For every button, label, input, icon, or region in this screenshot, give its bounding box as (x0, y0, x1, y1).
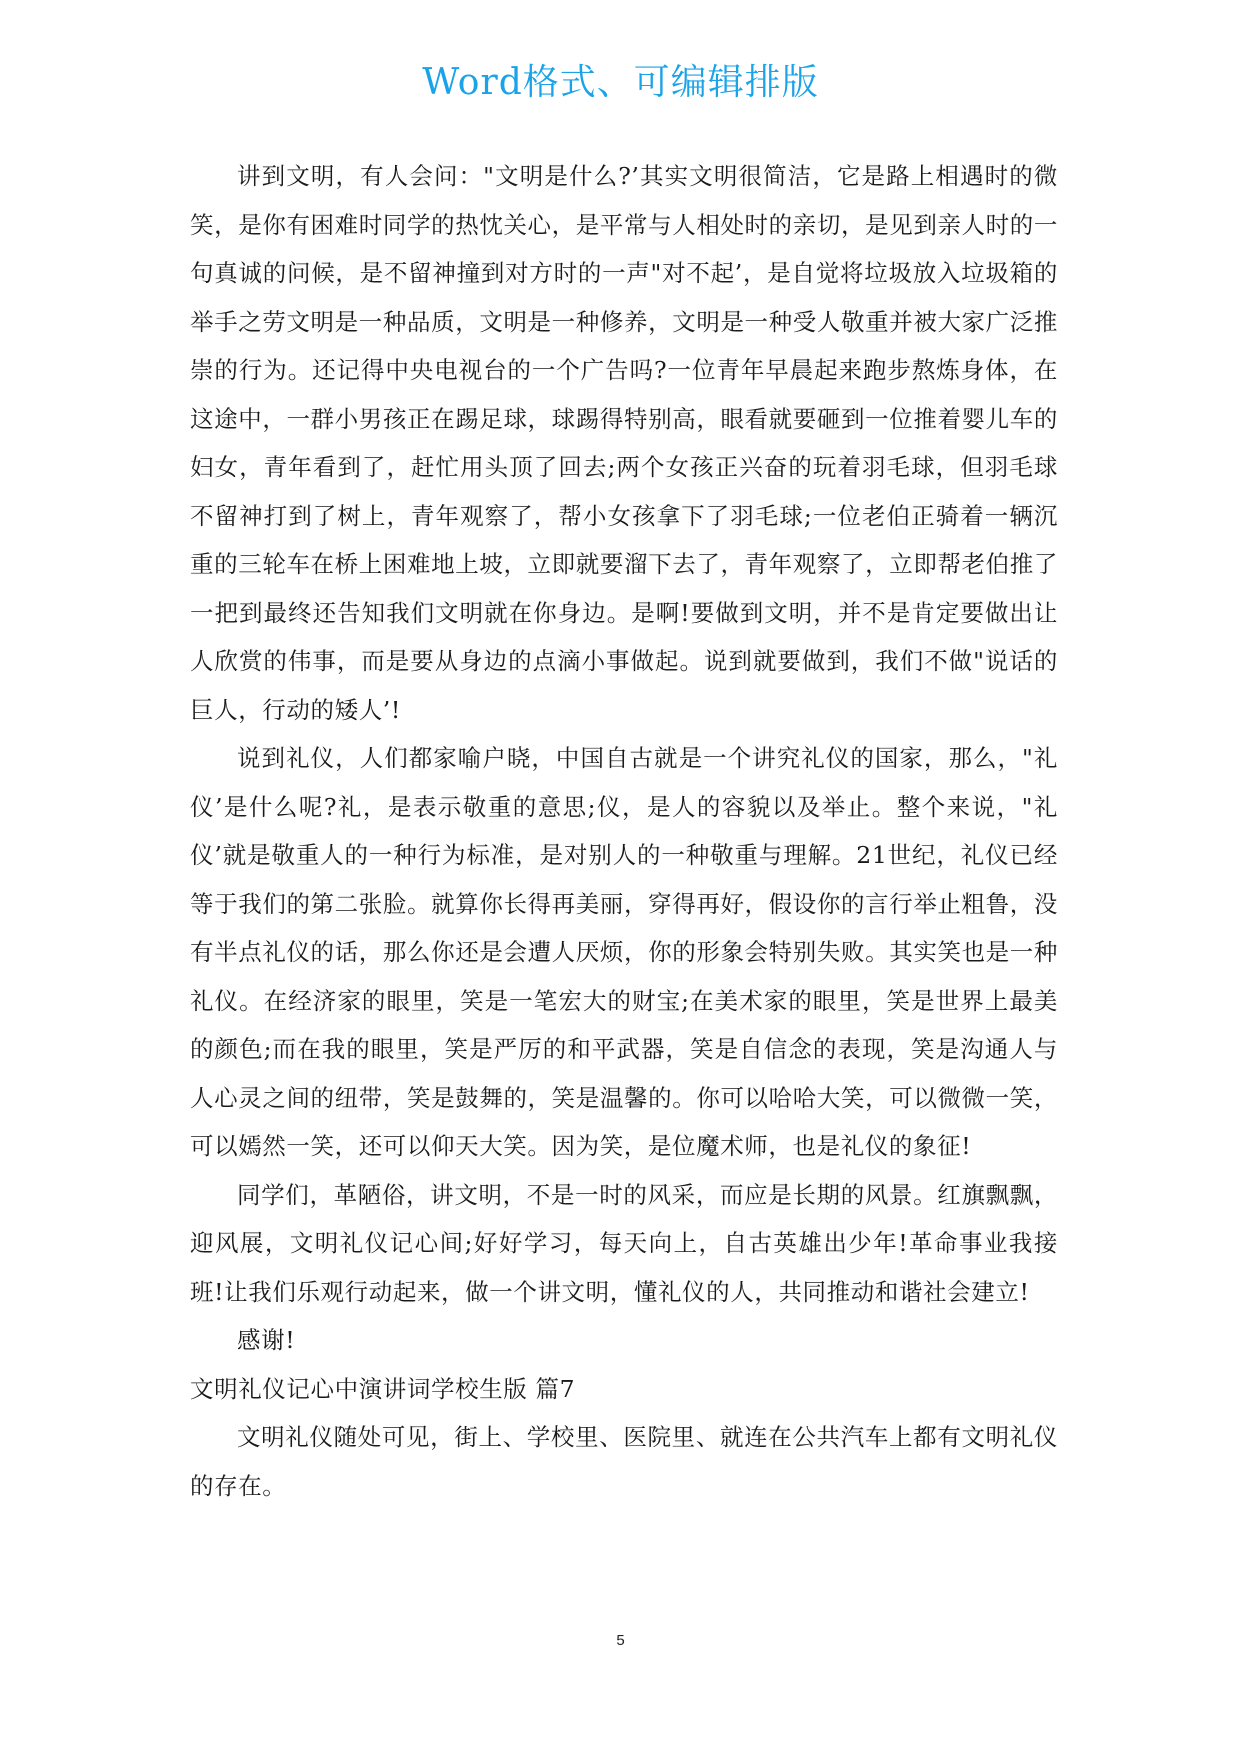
paragraph-thanks: 感谢! (237, 1326, 296, 1354)
paragraph-etiquette: 说到礼仪，人们都家喻户晓，中国自古就是一个讲究礼仪的国家，那么，"礼仪’是什么呢?礼，是表示敬重的意思;仪，是人的容貌以及举止。整个来说，"礼仪’就是敬重人的一种行为标准，是对别人的一种敬重与理解。21世纪，礼仪已经等于我们的第二张脸。就算你长得再美丽，穿得再好，假设你的言行举止粗鲁，没有半点礼仪的话，那么你还是会遭人厌烦，你的形象会特别失败。其实笑也是一种礼仪。在经济家的眼里，笑是一笔宏大的财宝;在美术家的眼里，笑是世界上最美的颜色;而在我的眼里，笑是严厉的和平武器，笑是自信念的表现，笑是沟通人与人心灵之间的纽带，笑是鼓舞的，笑是温馨的。你可以哈哈大笑，可以微微一笑，可以嫣然一笑，还可以仰天大笑。因为笑，是位魔术师，也是礼仪的象征! (190, 744, 1058, 1160)
document-header-title: Word格式、可编辑排版 (422, 62, 819, 103)
section-heading: 文明礼仪记心中演讲词学校生版 篇7 (190, 1374, 576, 1403)
paragraph-call-to-action: 同学们，革陋俗，讲文明，不是一时的风采，而应是长期的风景。红旗飘飘，迎风展，文明礼仪记心间;好好学习，每天向上，自古英雄出少年!革命事业我接班!让我们乐观行动起来，做一个讲文明，懂礼仪的人，共同推动和谐社会建立! (190, 1180, 1058, 1306)
paragraph-section-intro: 文明礼仪随处可见，街上、学校里、医院里、就连在公共汽车上都有文明礼仪的存在。 (190, 1423, 1058, 1500)
page-number: 5 (616, 1632, 625, 1649)
document-body (190, 152, 1058, 1510)
paragraph-civilization: 讲到文明，有人会问："文明是什么?’其实文明很简洁，它是路上相遇时的微笑，是你有困难时同学的热忱关心，是平常与人相处时的亲切，是见到亲人时的一句真诚的问候，是不留神撞到对方时的一声"对不起’，是自觉将垃圾放入垃圾箱的举手之劳文明是一种品质，文明是一种修养，文明是一种受人敬重并被大家广泛推崇的行为。还记得中央电视台的一个广告吗?一位青年早晨起来跑步熬炼身体，在这途中，一群小男孩正在踢足球，球踢得特别高，眼看就要砸到一位推着婴儿车的妇女，青年看到了，赶忙用头顶了回去;两个女孩正兴奋的玩着羽毛球，但羽毛球不留神打到了树上，青年观察了，帮小女孩拿下了羽毛球;一位老伯正骑着一辆沉重的三轮车在桥上困难地上坡，立即就要溜下去了，青年观察了，立即帮老伯推了一把到最终还告知我们文明就在你身边。是啊!要做到文明，并不是肯定要做出让人欣赏的伟事，而是要从身边的点滴小事做起。说到就要做到，我们不做"说话的巨人，行动的矮人’! (190, 162, 1058, 724)
